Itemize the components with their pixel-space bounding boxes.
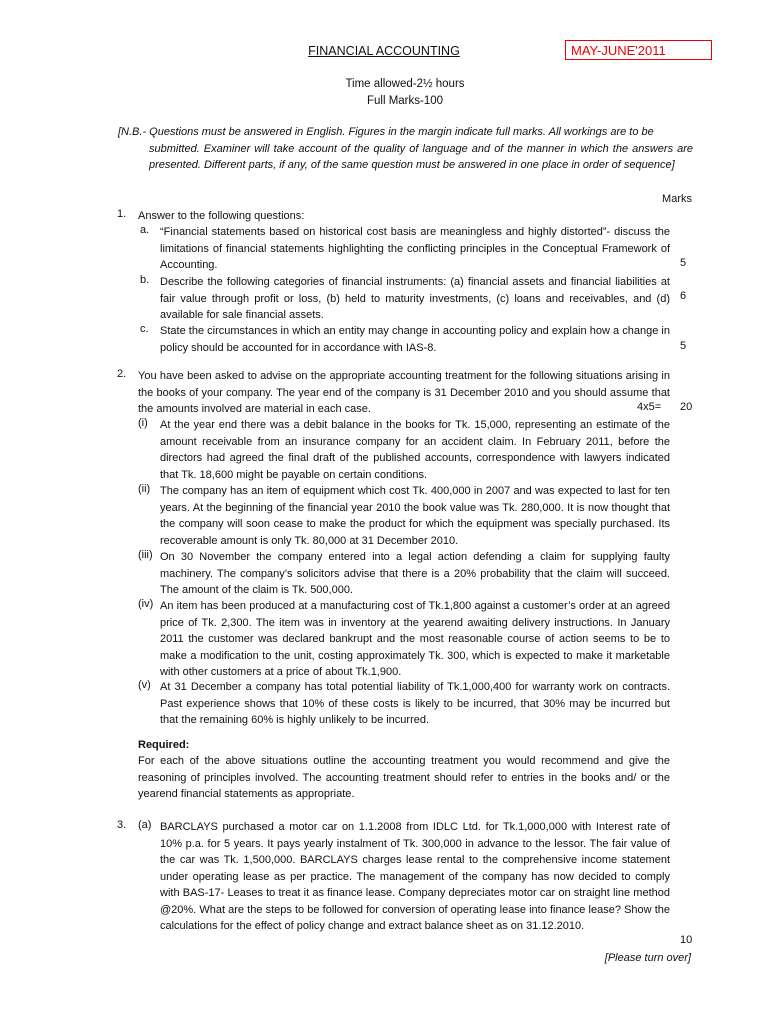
question-part: BARCLAYS purchased a motor car on 1.1.2008 from IDLC Ltd. for Tk.1,000,000 with Interest rate of 10% p.a. for 5 years. It pays yearly instalment of Tk. 300,000 in advance to the lessor. The fair value of the car was Tk. 1,500,000. BARCLAYS charges lease rental to the comprehensive income statement under operating lease as per practice. The management of the company has now decided to comply with BAS-17- Leases to treat it as finance lease. Company depreciates motor car on straight line method @20%. What are the steps to be followed for conversion of operating lease into finance lease? Show the calculations for the effect of policy change and extract balance sheet as on 31.12.2010. — [160, 821, 670, 932]
part-label: c. — [140, 323, 149, 335]
nb-note — [118, 124, 693, 174]
required-text: For each of the above situations outline the accounting treatment you would recommend and give the reasoning of principles involved. The accounting treatment should refer to entries in the books and/ or the yearend financial statements as appropriate. — [138, 755, 670, 800]
question-marks: 10 — [680, 934, 693, 946]
question-number: 1. — [117, 208, 127, 220]
question-part: “Financial statements based on historical cost basis are meaningless and highly distorted”- discuss the limitations of financial statements highlighting the conflicting principles in the Conceptual Framework of Accounting. — [160, 226, 670, 271]
question-intro: Answer to the following questions: — [138, 210, 305, 222]
situation-item: On 30 November the company entered into a legal action defending a claim for supplying faulty machinery. The company’s solicitors advise that there is a 20% probability that the claim will succeed. The amount of the claim is Tk. 500,000. — [160, 551, 670, 596]
item-label: (ii) — [138, 483, 151, 495]
part-marks: 5 — [680, 257, 687, 269]
situation-item: The company has an item of equipment which cost Tk. 400,000 in 2007 and was expected to last for ten years. At the beginning of the financial year 2010 the book value was Tk. 280,000. It is now thought that the company will soon cease to make the product for which the equipment was specially purchased. Its recoverable amount is only Tk. 80,000 at 31 December 2010. — [160, 485, 670, 547]
question-number: 2. — [117, 368, 127, 380]
item-label: (iii) — [138, 549, 153, 561]
part-label: b. — [140, 274, 150, 286]
part-marks: 5 — [680, 340, 687, 352]
marks-formula: 4x5= — [637, 401, 662, 413]
question-intro: You have been asked to advise on the appropriate accounting treatment for the following situations arising in the books of your company. The year end of the company is 31 December 2010 and you should assume that the amounts involved are material in each case. — [138, 370, 670, 415]
required-label: Required: — [138, 739, 190, 751]
marks-heading: Marks — [662, 193, 692, 205]
question-part: State the circumstances in which an entity may change in accounting policy and explain how a change in policy should be accounted for in accordance with IAS-8. — [160, 325, 670, 354]
situation-item: At 31 December a company has total potential liability of Tk.1,000,400 for warranty work on contracts. Past experience shows that 10% of these costs is likely to be incurred, that 30% may be incurred but that the remaining 60% is highly unlikely to be incurred. — [160, 681, 670, 726]
item-label: (iv) — [138, 598, 154, 610]
question-marks: 20 — [680, 401, 693, 413]
part-label: a. — [140, 224, 150, 236]
page-title: FINANCIAL ACCOUNTING — [308, 44, 460, 58]
nb-note-line1: [N.B.- Questions must be answered in English. Figures in the margin indicate full marks. All workings are to be — [118, 126, 654, 138]
question-number: 3. — [117, 819, 127, 831]
situation-item: An item has been produced at a manufacturing cost of Tk.1,800 against a customer’s order at an agreed price of Tk. 2,300. The item was in inventory at the yearend awaiting delivery instructions. In January 2011 the customer was declared bankrupt and the most reasonable course of action seems to be to make a modification to the unit, costing approximately Tk. 300, which is expected to make it marketable with other customers at a price of about Tk.1,900. — [160, 600, 670, 678]
session-stamp: MAY-JUNE'2011 — [565, 40, 712, 60]
item-label: (i) — [138, 417, 148, 429]
item-label: (v) — [138, 679, 151, 691]
situation-item: At the year end there was a debit balance in the books for Tk. 15,000, representing an estimate of the amount receivable from an insurance company for an accident claim. In February 2011, before the directors had agreed the final draft of the published accounts, correspondence with lawyers indicated that Tk. 18,600 might be payable on certain conditions. — [160, 419, 670, 481]
time-allowed: Time allowed-2½ hours — [345, 78, 465, 90]
question-part: Describe the following categories of financial instruments: (a) financial assets and financial liabilities at fair value through profit or loss, (b) held to maturity investments, (c) loans and receivables, and (d) available for sale financial assets. — [160, 276, 670, 321]
part-label: (a) — [138, 819, 152, 831]
part-marks: 6 — [680, 290, 687, 302]
nb-note-rest: submitted. Examiner will take account of the quality of language and of the manner in which the answers are presented. Different parts, if any, of the same question must be answered in one place in order of sequence] — [149, 142, 693, 171]
please-turn-over: [Please turn over] — [604, 952, 691, 964]
full-marks: Full Marks-100 — [366, 95, 444, 107]
